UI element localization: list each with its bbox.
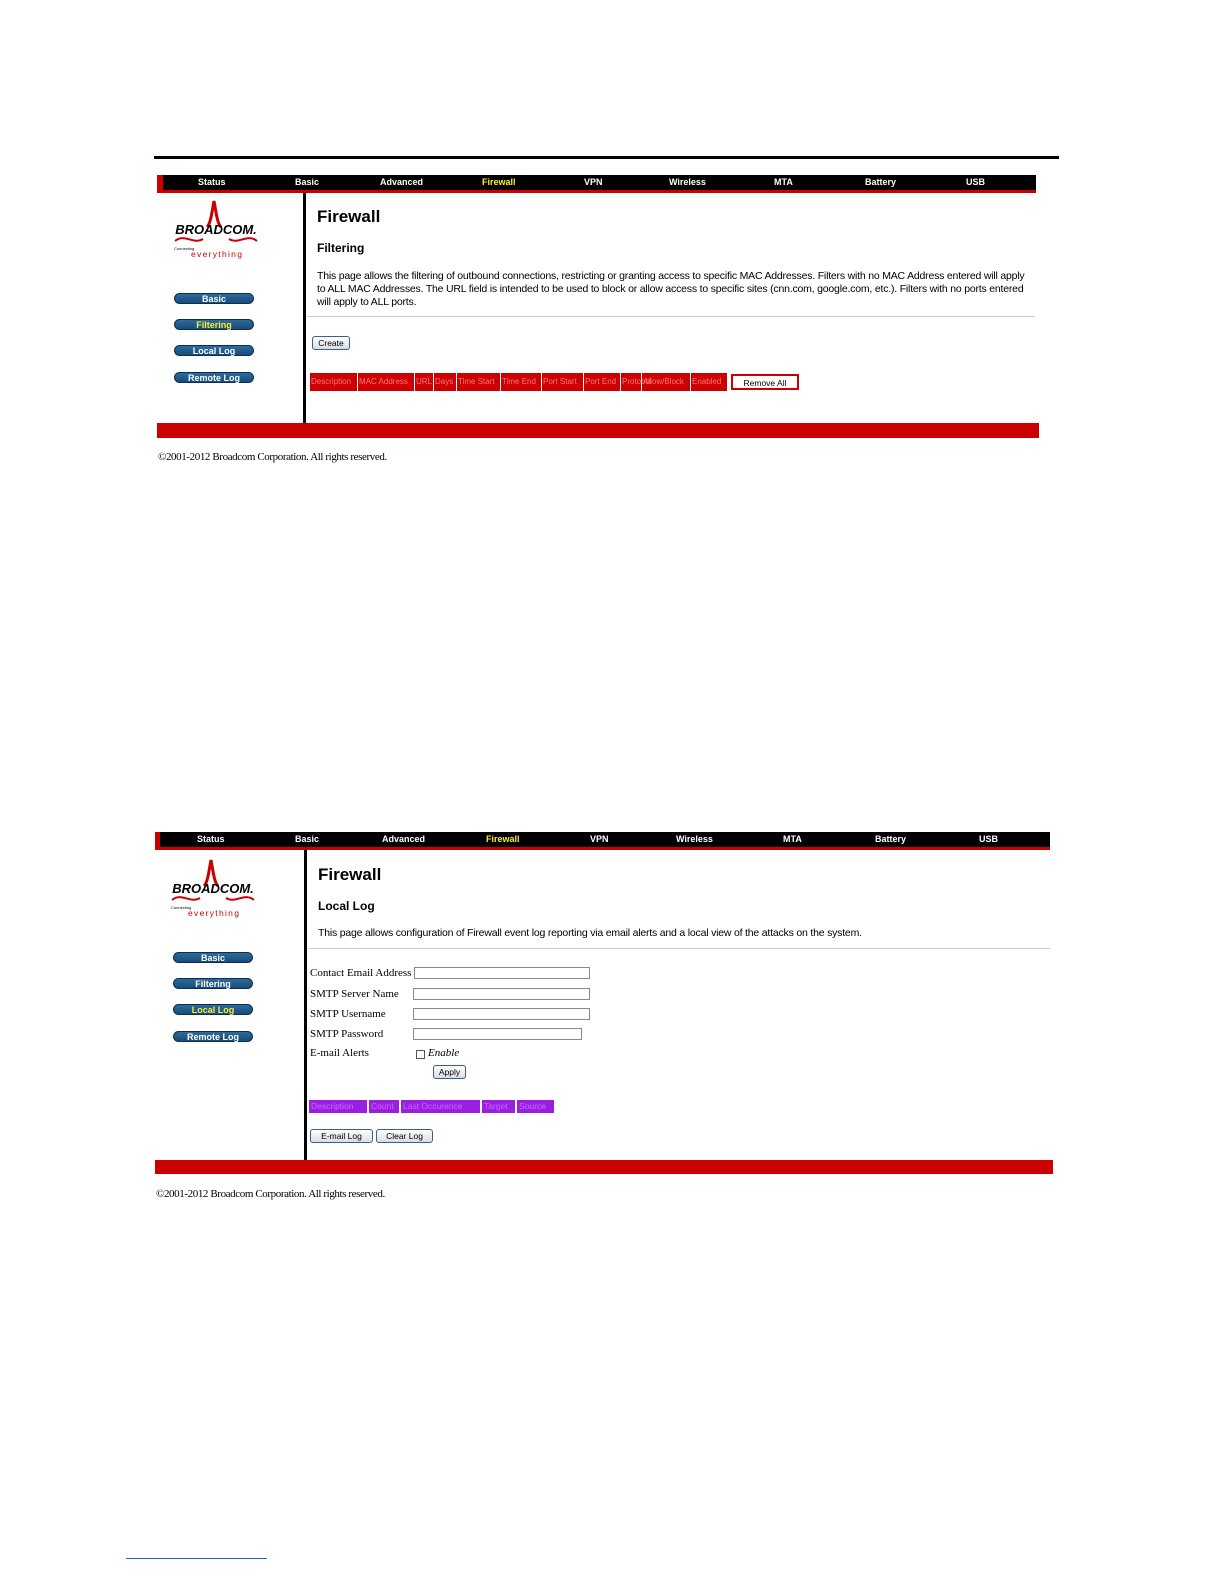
email-alerts-enable-label: Enable <box>428 1047 460 1059</box>
content-divider <box>304 850 307 1160</box>
remove-all-button[interactable]: Remove All <box>731 374 799 390</box>
column-header: Allow/Block <box>642 373 691 391</box>
email-alerts-label: E-mail Alerts <box>310 1047 369 1059</box>
create-button[interactable]: Create <box>312 336 350 350</box>
nav-mta[interactable]: MTA <box>783 834 802 844</box>
broadcom-logo <box>168 856 258 918</box>
smtp-server-field[interactable] <box>413 988 590 1000</box>
sidebar-item-remote-log[interactable]: Remote Log <box>174 372 254 383</box>
top-nav-bar <box>155 832 1050 850</box>
column-header: Last Occurence <box>401 1100 480 1113</box>
page-description: This page allows configuration of Firewall event log reporting via email alerts and a local view of the attacks on the system. <box>318 927 862 939</box>
column-header: Target <box>482 1100 515 1113</box>
bottom-red-bar <box>157 423 1039 438</box>
section-divider <box>307 316 1035 317</box>
section-divider <box>308 948 1050 949</box>
sidebar-item-filtering[interactable]: Filtering <box>174 319 254 330</box>
document-top-rule <box>154 156 1059 159</box>
sidebar-item-remote-log[interactable]: Remote Log <box>173 1031 253 1042</box>
email-log-button[interactable]: E-mail Log <box>310 1129 373 1143</box>
logo-brand-text: BROADCOM. <box>172 881 254 896</box>
nav-mta[interactable]: MTA <box>774 177 793 187</box>
svg-text:Connecting: Connecting <box>174 246 195 251</box>
sidebar-item-basic[interactable]: Basic <box>173 952 253 963</box>
nav-status[interactable]: Status <box>197 834 225 844</box>
bottom-red-bar <box>155 1160 1053 1174</box>
column-header: Protocol <box>621 373 642 391</box>
nav-basic[interactable]: Basic <box>295 177 320 187</box>
page-description: This page allows the filtering of outbound connections, restricting or granting access to specific MAC Addresses. Filters with no MAC Address entered will apply to ALL MAC Addresses. The URL field is intended to be used to block or allow access to specific sites (cnn.com, google.com, etc.). Filters with no ports entered will apply to ALL ports. <box>317 270 1025 308</box>
copyright-text: ©2001-2012 Broadcom Corporation. All rights reserved. <box>156 1188 385 1200</box>
sidebar-item-local-log[interactable]: Local Log <box>173 1004 253 1015</box>
clear-log-button[interactable]: Clear Log <box>376 1129 433 1143</box>
nav-basic[interactable]: Basic <box>295 834 320 844</box>
nav-wireless[interactable]: Wireless <box>676 834 713 844</box>
smtp-password-field[interactable] <box>413 1028 582 1040</box>
nav-advanced[interactable]: Advanced <box>380 177 424 187</box>
apply-button[interactable]: Apply <box>433 1065 466 1079</box>
column-header: Time Start <box>457 373 501 391</box>
smtp-server-label: SMTP Server Name <box>310 988 399 1000</box>
contact-email-label: Contact Email Address <box>310 967 412 979</box>
column-header: Count <box>369 1100 399 1113</box>
email-alerts-checkbox[interactable] <box>416 1050 425 1059</box>
local-log-screenshot <box>155 832 1053 1174</box>
contact-email-field[interactable] <box>414 967 590 979</box>
log-table-header <box>309 1100 556 1113</box>
copyright-text: ©2001-2012 Broadcom Corporation. All rights reserved. <box>158 451 387 463</box>
page-title: Firewall <box>317 207 381 226</box>
sidebar-item-basic[interactable]: Basic <box>174 293 254 304</box>
page-subtitle: Local Log <box>318 899 375 913</box>
nav-advanced[interactable]: Advanced <box>382 834 426 844</box>
svg-text:everything: everything <box>188 908 241 918</box>
smtp-username-label: SMTP Username <box>310 1008 386 1020</box>
column-header: MAC Address <box>358 373 415 391</box>
filter-table-header <box>310 373 728 391</box>
top-nav-bar <box>157 175 1036 193</box>
column-header: URL <box>415 373 434 391</box>
column-header: Port End <box>584 373 621 391</box>
column-header: Port Start <box>542 373 584 391</box>
nav-firewall[interactable]: Firewall <box>486 834 520 844</box>
page-title: Firewall <box>318 865 382 884</box>
logo-brand-text: BROADCOM. <box>175 222 257 237</box>
nav-usb[interactable]: USB <box>966 177 986 187</box>
nav-vpn[interactable]: VPN <box>584 177 603 187</box>
sidebar-item-filtering[interactable]: Filtering <box>173 978 253 989</box>
nav-wireless[interactable]: Wireless <box>669 177 706 187</box>
nav-usb[interactable]: USB <box>979 834 999 844</box>
column-header: Source <box>517 1100 554 1113</box>
svg-text:everything: everything <box>191 249 244 259</box>
column-header: Days <box>434 373 457 391</box>
nav-firewall[interactable]: Firewall <box>482 177 516 187</box>
nav-status[interactable]: Status <box>198 177 226 187</box>
column-header: Description <box>310 373 358 391</box>
broadcom-logo <box>171 197 261 259</box>
smtp-password-label: SMTP Password <box>310 1028 384 1040</box>
content-divider <box>303 193 306 423</box>
svg-text:Connecting: Connecting <box>171 905 192 910</box>
nav-battery[interactable]: Battery <box>865 177 897 187</box>
smtp-username-field[interactable] <box>413 1008 590 1020</box>
column-header: Enabled <box>691 373 728 391</box>
footnote-rule <box>126 1558 267 1559</box>
page-subtitle: Filtering <box>317 241 365 255</box>
filtering-screenshot <box>157 175 1039 438</box>
nav-battery[interactable]: Battery <box>875 834 907 844</box>
sidebar-item-local-log[interactable]: Local Log <box>174 345 254 356</box>
nav-vpn[interactable]: VPN <box>590 834 609 844</box>
column-header: Time End <box>501 373 542 391</box>
column-header: Description <box>309 1100 367 1113</box>
